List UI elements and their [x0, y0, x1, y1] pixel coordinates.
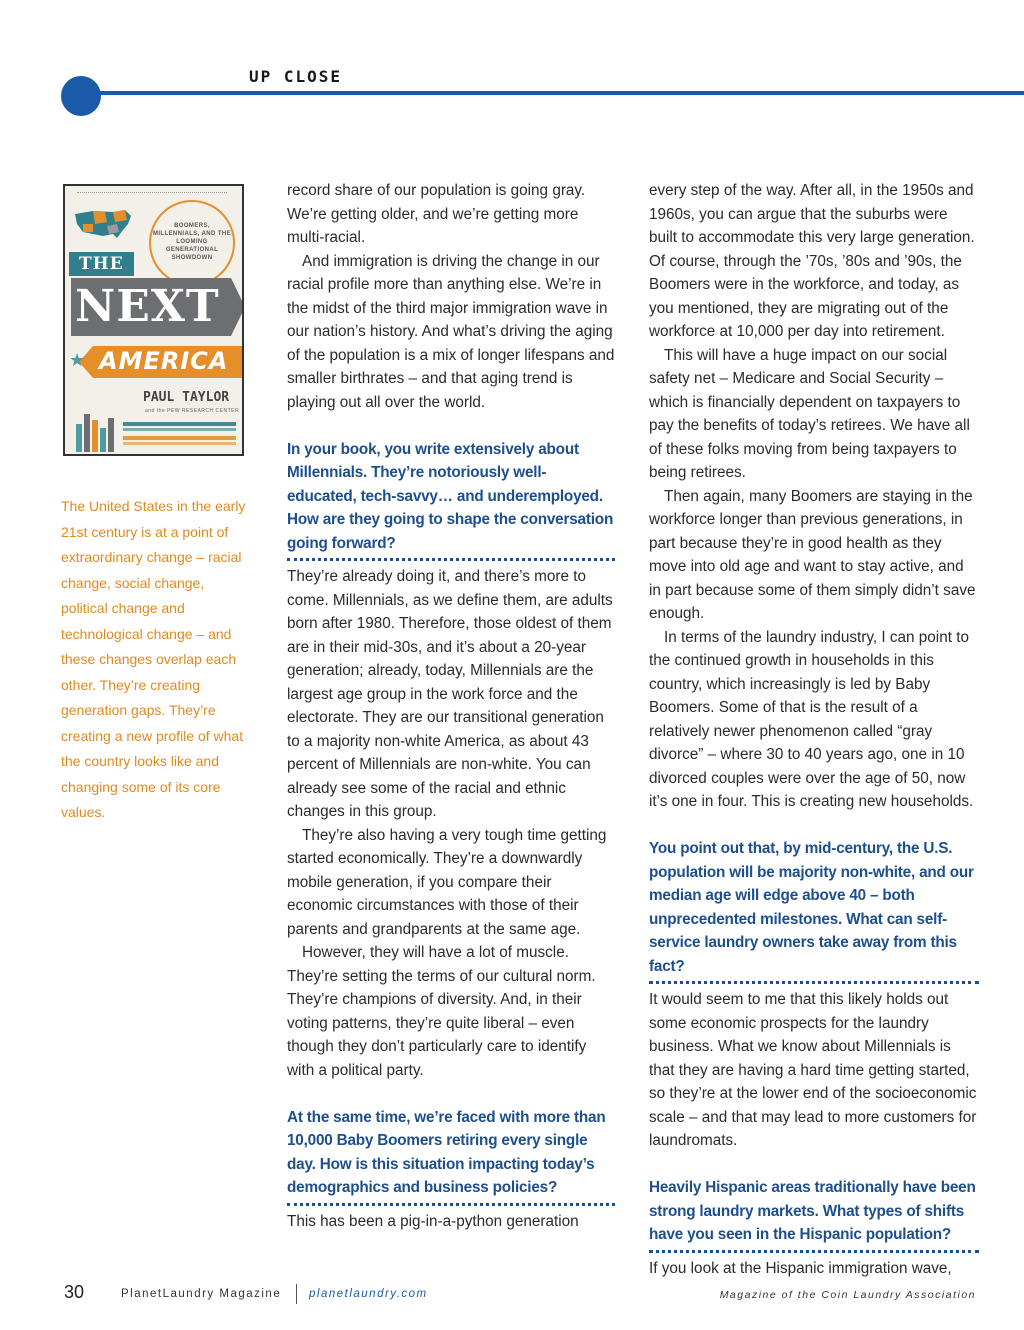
cover-title-the: THE — [69, 252, 134, 276]
footer-divider — [296, 1284, 297, 1304]
sidebar-caption: The United States in the early 21st century is at a point of extraordinary change – racial change, social change, political change and technological change – and these changes overlap each other. They’re creating generation gaps. They’re creating a new profile of what the country looks like and changing some of its core values. — [61, 498, 246, 820]
magazine-name: PlanetLaundry Magazine — [121, 1288, 282, 1300]
us-map-icon — [73, 208, 133, 242]
paragraph: However, they will have a lot of muscle. They’re setting the terms of our cultural norm. They’re champions of diversity. And, in their voting patterns, they’re quite liberal – even though they don’t particularly care to identify with a political party. — [287, 944, 596, 1079]
paragraph: In terms of the laundry industry, I can point to the continued growth in households in this country, which increasingly is led by Baby Boomers. Some of that is the result of a relatively newer phenomenon called “gray divorce” – where 30 to 40 years ago, one in 10 divorced couples were over the age of 50, now it’s one in four. This is creating new households. — [649, 628, 974, 810]
paragraph: They’re also having a very tough time getting started economically. They’re a downwardly mobile generation, if you compare their economic circumstances with those of their parents and grandparents at the same age. — [287, 826, 607, 938]
paragraph: record share of our population is going gray. We’re getting older, and we’re getting more multi-racial. — [287, 182, 586, 246]
article-column-2 — [649, 179, 979, 1280]
paragraph: This will have a huge impact on our social safety net – Medicare and Social Security – which is financially dependent on taxpayers to pay the benefits of today’s retirees. We have all of these folks moving from being taxpayers to being retirees. — [649, 346, 970, 481]
cover-author: PAUL TAYLOR — [143, 390, 230, 405]
paragraph: If you look at the Hispanic immigration wave, — [649, 1259, 952, 1277]
header-rule — [92, 91, 1024, 95]
header-dot — [61, 76, 101, 116]
book-cover-image — [63, 184, 244, 456]
paragraph: This has been a pig-in-a-python generation — [287, 1212, 579, 1230]
cover-seal: BOOMERS, MILLENNIALS, AND THE LOOMING GENERATIONAL SHOWDOWN — [149, 200, 235, 286]
paragraph: Then again, many Boomers are staying in the workforce longer than previous generations, in part because they’re in good health as they move into old age and want to stay active, and in part because some of them simply didn’t save enough. — [649, 487, 976, 622]
paragraph: And immigration is driving the change in our racial profile more than anything else. We’re in the midst of the third major immigration wave in our nation’s history. And what’s driving the aging of the population is a mix of longer lifespans and smaller birthrates – and that aging trend is playing out all over the world. — [287, 252, 615, 411]
website-link[interactable]: planetlaundry.com — [309, 1288, 428, 1300]
cover-dotted-line — [77, 192, 227, 196]
footer-tagline: Magazine of the Coin Laundry Association — [719, 1289, 976, 1301]
page-number: 30 — [64, 1282, 85, 1302]
people-graphic-icon — [123, 420, 238, 448]
interview-question: You point out that, by mid-century, the U.S. population will be majority non-white, and our median age will edge above 40 – both unprecedented milestones. What can self-service laundry owners take away from this fact? — [649, 837, 979, 984]
paragraph: every step of the way. After all, in the 1950s and 1960s, you can argue that the suburbs were built to accommodate this very large generation. Of course, through the ’70s, ’80s and ’90s, the Boomers were in the workforce, and today, as you mentioned, they are migrating out of the workforce at 10,000 per day into retirement. — [649, 182, 975, 340]
interview-question: In your book, you write extensively about Millennials. They’re notoriously well-educated, tech-savvy… and underemployed. How are they going to shape the conversation going forward? — [287, 438, 615, 562]
cover-title-america: AMERICA — [99, 347, 229, 375]
star-icon: ★ — [69, 350, 86, 370]
section-title: UP CLOSE — [249, 67, 343, 86]
bar-graphic-icon — [75, 400, 115, 452]
paragraph: It would seem to me that this likely holds out some economic prospects for the laundry business. What we know about Millennials is that they are having a hard time getting started, so they’re at the lower end of the socioeconomic scale – and that may lead to more customers for laundromats. — [649, 991, 977, 1149]
interview-question: Heavily Hispanic areas traditionally have been strong laundry markets. What types of shifts have you seen in the Hispanic population? — [649, 1176, 979, 1253]
interview-question: At the same time, we’re faced with more than 10,000 Baby Boomers retiring every single day. How is this situation impacting today’s demographics and business policies? — [287, 1106, 615, 1206]
cover-title-next: NEXT — [75, 281, 220, 332]
cover-byline: and the PEW RESEARCH CENTER — [145, 408, 240, 414]
article-column-1 — [287, 179, 615, 1233]
paragraph: They’re already doing it, and there’s more to come. Millennials, as we define them, are adults born after 1980. Therefore, those oldest of them are in their mid-30s, and it’s about a 20-year generation; already, today, Millennials are the largest age group in the work force and the electorate. They are our transitional generation to a majority non-white America, as about 43 percent of Millennials are non-white. You can already see some of the racial and ethnic changes in this group. — [287, 568, 613, 820]
cover-next-arrow — [231, 278, 244, 336]
